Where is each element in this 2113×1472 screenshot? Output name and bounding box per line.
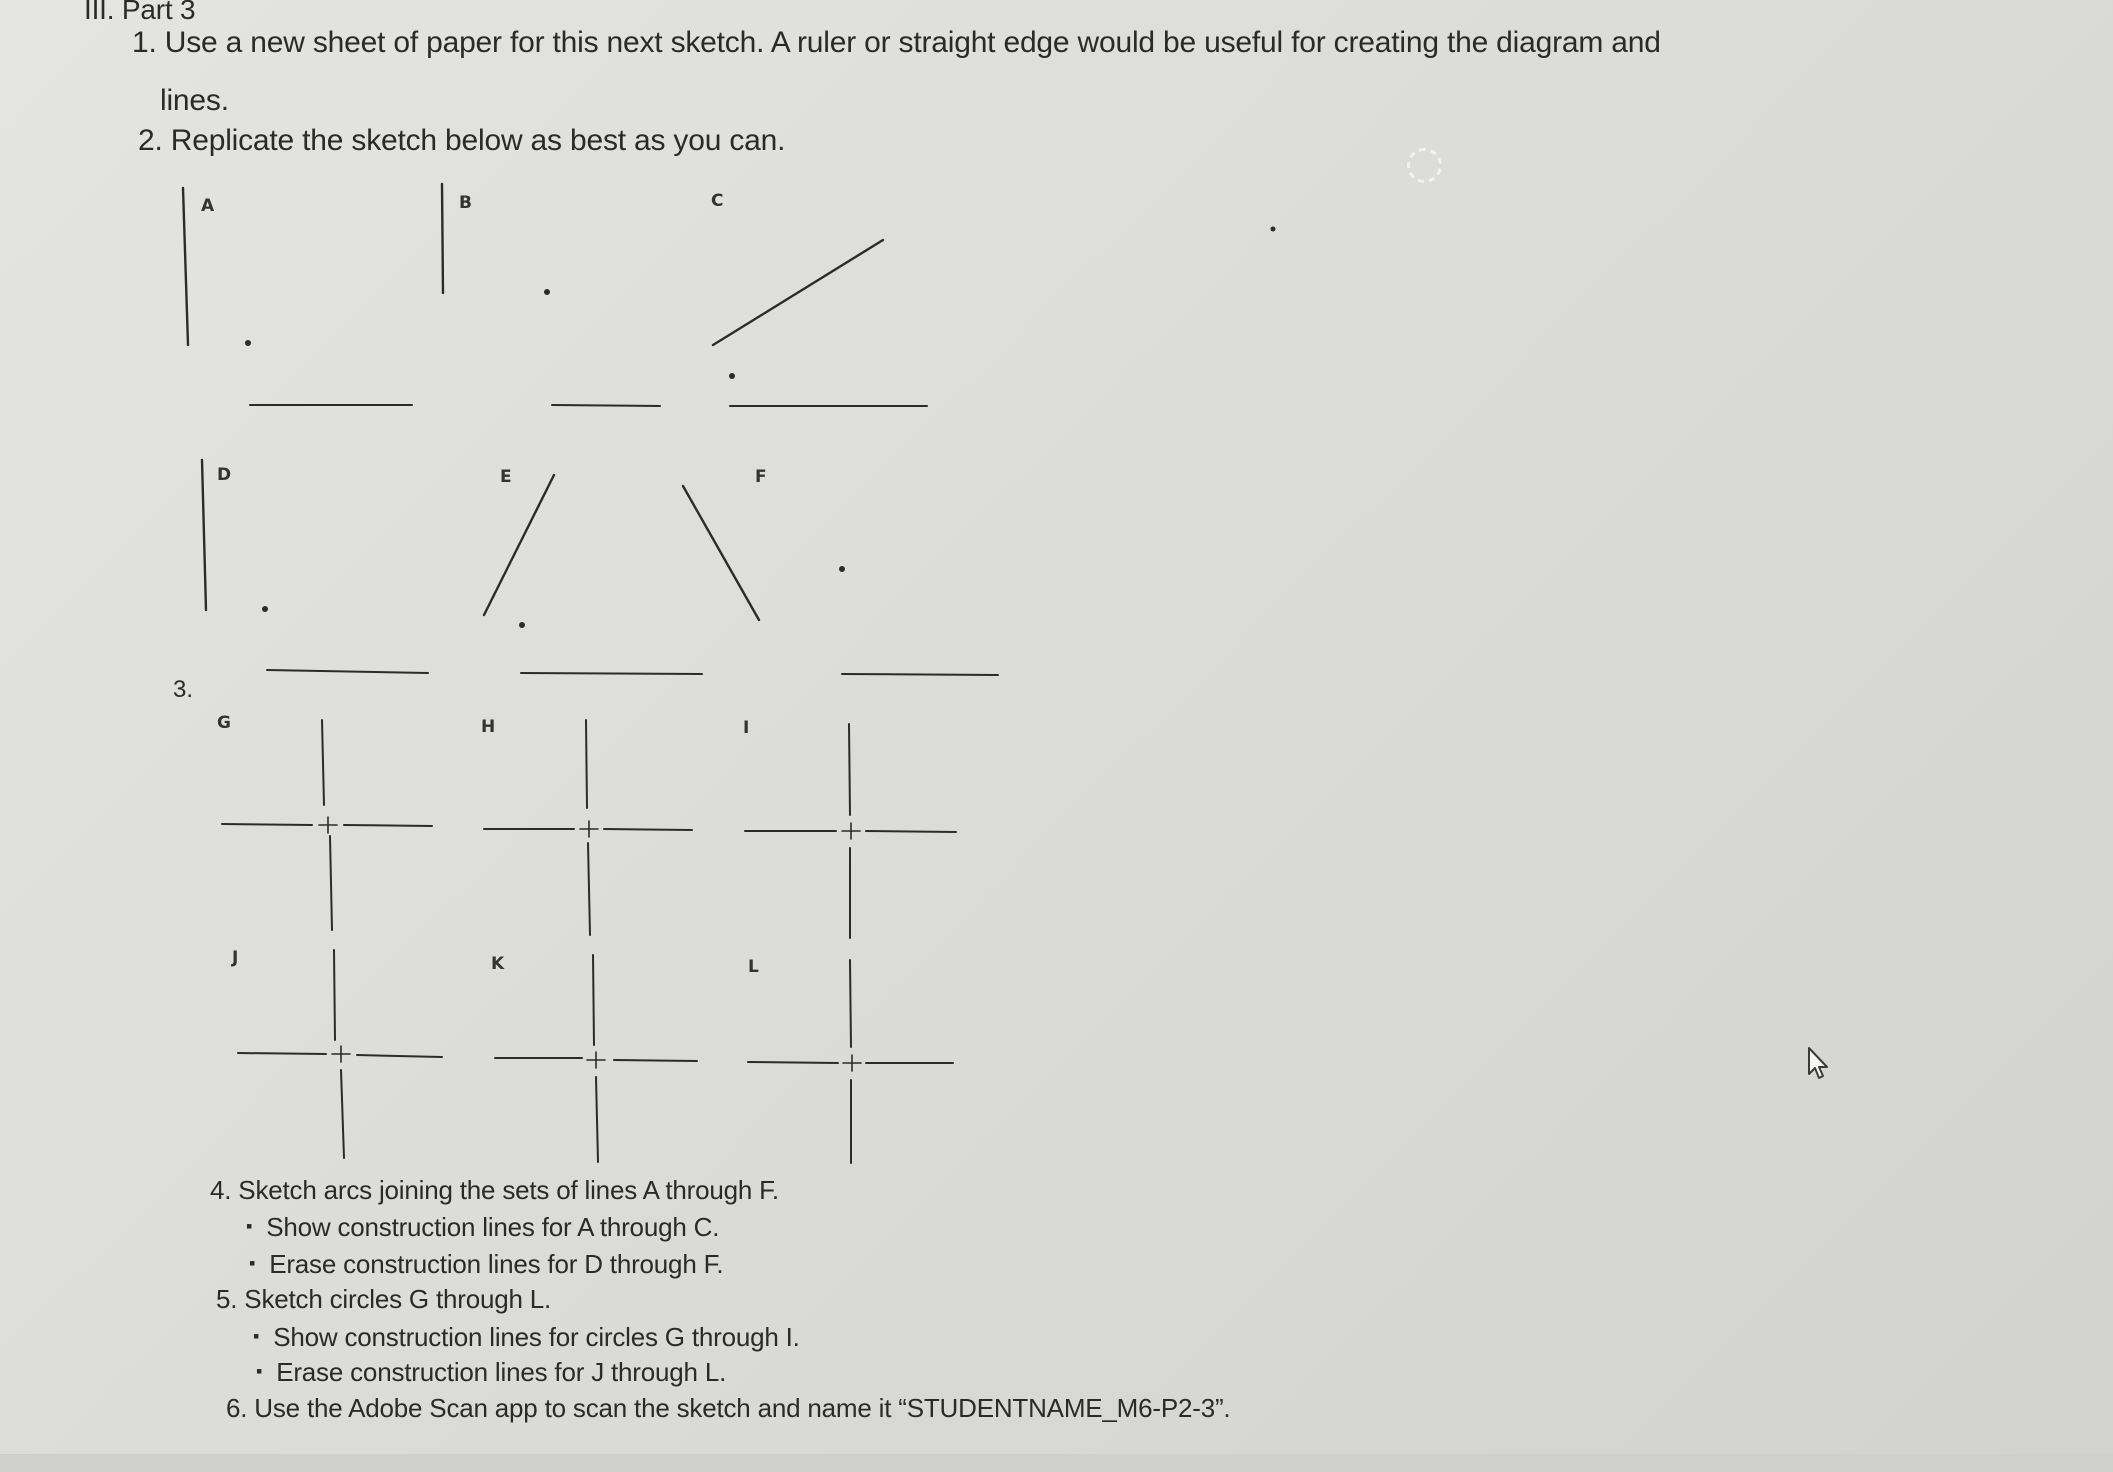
step-4: 4. Sketch arcs joining the sets of lines A through F. xyxy=(210,1175,779,1205)
label-l: L xyxy=(748,957,759,977)
dot-a xyxy=(245,340,251,346)
label-k: K xyxy=(491,954,505,974)
label-d: D xyxy=(217,465,232,485)
cross-h xyxy=(484,720,692,935)
step-6: 6. Use the Adobe Scan app to scan the sketch and name it “STUDENTNAME_M6-P2-3”. xyxy=(226,1393,1231,1423)
cross-k xyxy=(495,955,697,1162)
step-5: 5. Sketch circles G through L. xyxy=(216,1284,552,1314)
speck xyxy=(1271,227,1276,232)
dot-b xyxy=(544,289,550,295)
step-3: 3. xyxy=(173,676,194,703)
step-4-bullet-1: ▪ Show construction lines for A through C. xyxy=(246,1212,719,1243)
step-5-bullet-2: ▪ Erase construction lines for J through L. xyxy=(256,1357,726,1388)
cross-i xyxy=(745,724,956,938)
line-b-horizontal xyxy=(552,405,660,406)
label-a: A xyxy=(201,196,215,216)
step-4-bullet-2: ▪ Erase construction lines for D through F. xyxy=(249,1249,723,1280)
step-5-bullet-1: ▪ Show construction lines for circles G through I. xyxy=(253,1322,800,1353)
line-d-vertical xyxy=(202,460,206,610)
line-c-diagonal xyxy=(713,240,883,345)
line-e-diagonal xyxy=(484,475,554,615)
label-h: H xyxy=(481,717,496,737)
label-j: J xyxy=(232,948,239,968)
step-2: 2. Replicate the sketch below as best as you can. xyxy=(138,124,786,157)
label-i: I xyxy=(743,718,750,738)
label-c: C xyxy=(711,191,724,211)
line-f-diagonal xyxy=(683,486,759,620)
mouse-pointer-icon xyxy=(1806,1046,1832,1087)
heading: III. Part 3 xyxy=(84,0,196,25)
label-b: B xyxy=(459,193,472,213)
step-1-line-1: 1. Use a new sheet of paper for this next sketch. A ruler or straight edge would be useful for creating the diagram and xyxy=(132,26,1661,59)
label-g: G xyxy=(217,713,231,733)
line-e-horizontal xyxy=(521,673,702,674)
bottom-edge xyxy=(0,1454,2113,1472)
dot-f xyxy=(839,566,845,572)
line-b-vertical xyxy=(442,184,443,293)
label-f: F xyxy=(755,467,767,487)
dot-d xyxy=(262,606,268,612)
line-f-horizontal xyxy=(842,674,998,675)
line-d-horizontal xyxy=(267,670,428,673)
dot-c xyxy=(729,373,735,379)
line-a-vertical xyxy=(183,188,188,345)
label-e: E xyxy=(500,467,512,487)
faint-ring-mark xyxy=(1408,149,1440,181)
cross-j xyxy=(238,950,442,1158)
cross-l xyxy=(748,960,953,1163)
cross-g xyxy=(222,720,432,930)
dot-e xyxy=(519,622,525,628)
step-1-line-2: lines. xyxy=(160,84,229,117)
